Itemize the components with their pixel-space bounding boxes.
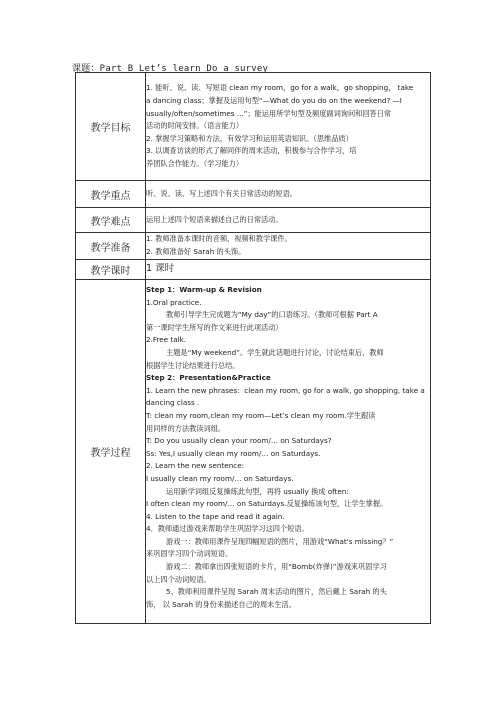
content-line: 游戏一：教师用课件呈现四幅短语的图片，用游戏“What's missing？” bbox=[166, 536, 394, 546]
content-line: a dancing class；掌握及运用句型“—What do you do on the weekend? —I bbox=[146, 96, 402, 106]
content-line: T: Do you usually clean your room/… on Saturdays? bbox=[146, 436, 332, 446]
content-line: Step 1：Warm-up & Revision bbox=[146, 285, 262, 294]
content-line: 1. Learn the new phrases：clean my room, go for a walk, go shopping, take a bbox=[146, 385, 425, 395]
content-line: 运用上述四个短语来描述自己的日常活动。 bbox=[146, 214, 283, 224]
table-row bbox=[76, 208, 431, 233]
row-content bbox=[146, 181, 431, 208]
content-line: 1. 教师准备本课时的音频、视频和教学课件。 bbox=[146, 234, 292, 244]
content-line: I usually clean my room/… on Saturdays. bbox=[146, 473, 294, 483]
content-line: 2.Free talk. bbox=[146, 335, 187, 345]
content-line: 养团队合作能力。（学习能力） bbox=[146, 158, 244, 168]
page-title: 课题：Part B Let’s learn Do a survey bbox=[72, 64, 269, 74]
table-row bbox=[76, 280, 431, 624]
content-line: 用同样的方法教读词组。 bbox=[146, 423, 226, 433]
row-content bbox=[146, 73, 431, 181]
content-line: 运用新学词组反复操练此句型，再将 usually 换成 often: bbox=[166, 486, 349, 496]
content-line: 2. 教师准备好 Sarah 的头饰。 bbox=[146, 247, 246, 256]
row-content bbox=[146, 260, 431, 280]
content-line: 饰， 以 Sarah 的身份来描述自己的周末生活。 bbox=[146, 599, 296, 609]
row-label: 教学目标 bbox=[76, 73, 146, 181]
row-label: 教学难点 bbox=[76, 208, 146, 233]
row-label: 教学过程 bbox=[76, 280, 146, 624]
content-line: 5、教师利用课件呈现 Sarah 周末活动的图片，然后戴上 Sarah 的头 bbox=[166, 587, 387, 597]
content-line: 教师引导学生完成题为“My day”的口语练习。（教师可根据 Part A bbox=[166, 310, 378, 320]
content-line: 以上四个动词短语。 bbox=[146, 574, 211, 584]
row-label: 教学准备 bbox=[76, 233, 146, 260]
content-line: 活动的时间安排。（语言能力） bbox=[146, 121, 244, 131]
content-line: 游戏二：教师拿出四张短语的卡片，用“Bomb(炸弹)”游戏来巩固学习 bbox=[166, 562, 387, 572]
table-row bbox=[76, 260, 431, 280]
content-line: 1 课时 bbox=[146, 263, 175, 275]
row-content bbox=[146, 280, 431, 624]
content-line: 2. 掌握学习策略和方法，有效学习和运用英语知识。（思维品质） bbox=[146, 133, 353, 143]
table-row bbox=[76, 181, 431, 208]
content-line: 4．教师通过游戏来帮助学生巩固学习这四个短语。 bbox=[146, 524, 309, 534]
content-line: 听、说、读、写上述四个有关日常活动的短语。 bbox=[146, 188, 297, 198]
content-line: 1.Oral practice. bbox=[146, 297, 202, 307]
content-line: 根据学生讨论结果进行总结。 bbox=[146, 360, 240, 370]
row-content bbox=[146, 233, 431, 260]
content-line: I often clean my room/… on Saturdays.反复操练该句型，让学生掌握。 bbox=[146, 499, 388, 509]
content-line: 2. Learn the new sentence: bbox=[146, 461, 245, 471]
content-line: dancing class . bbox=[146, 398, 200, 408]
table-row bbox=[76, 233, 431, 260]
content-line: 主题是“My weekend”。学生就此话题进行讨论，讨论结束后，教师 bbox=[166, 347, 384, 357]
row-label: 教学课时 bbox=[76, 260, 146, 280]
content-line: T: clean my room,clean my room—Let’s clean my room.学生跟读 bbox=[146, 410, 376, 420]
row-content bbox=[146, 208, 431, 233]
content-line: 第一课时学生所写的作文来进行此项活动） bbox=[146, 322, 283, 332]
content-line: 4. Listen to the tape and read it again. bbox=[146, 511, 285, 521]
content-line: Ss: Yes,I usually clean my room/… on Saturdays. bbox=[146, 448, 321, 458]
content-line: 来巩固学习四个动词短语。 bbox=[146, 549, 233, 559]
lesson-plan-table bbox=[75, 72, 431, 624]
content-line: usually/often/sometimes ...”；能运用所学句型及频度副词询问和回答日常 bbox=[146, 108, 392, 118]
row-label: 教学重点 bbox=[76, 181, 146, 208]
content-line: 3. 以调查访谈的形式了解同伴的周末活动，积极参与合作学习，培 bbox=[146, 146, 357, 156]
table-row bbox=[76, 73, 431, 181]
content-line: Step 2：Presentation&Practice bbox=[146, 373, 271, 383]
content-line: 1. 能听、说、读、写短语 clean my room，go for a walk，go shopping， take bbox=[146, 83, 414, 93]
